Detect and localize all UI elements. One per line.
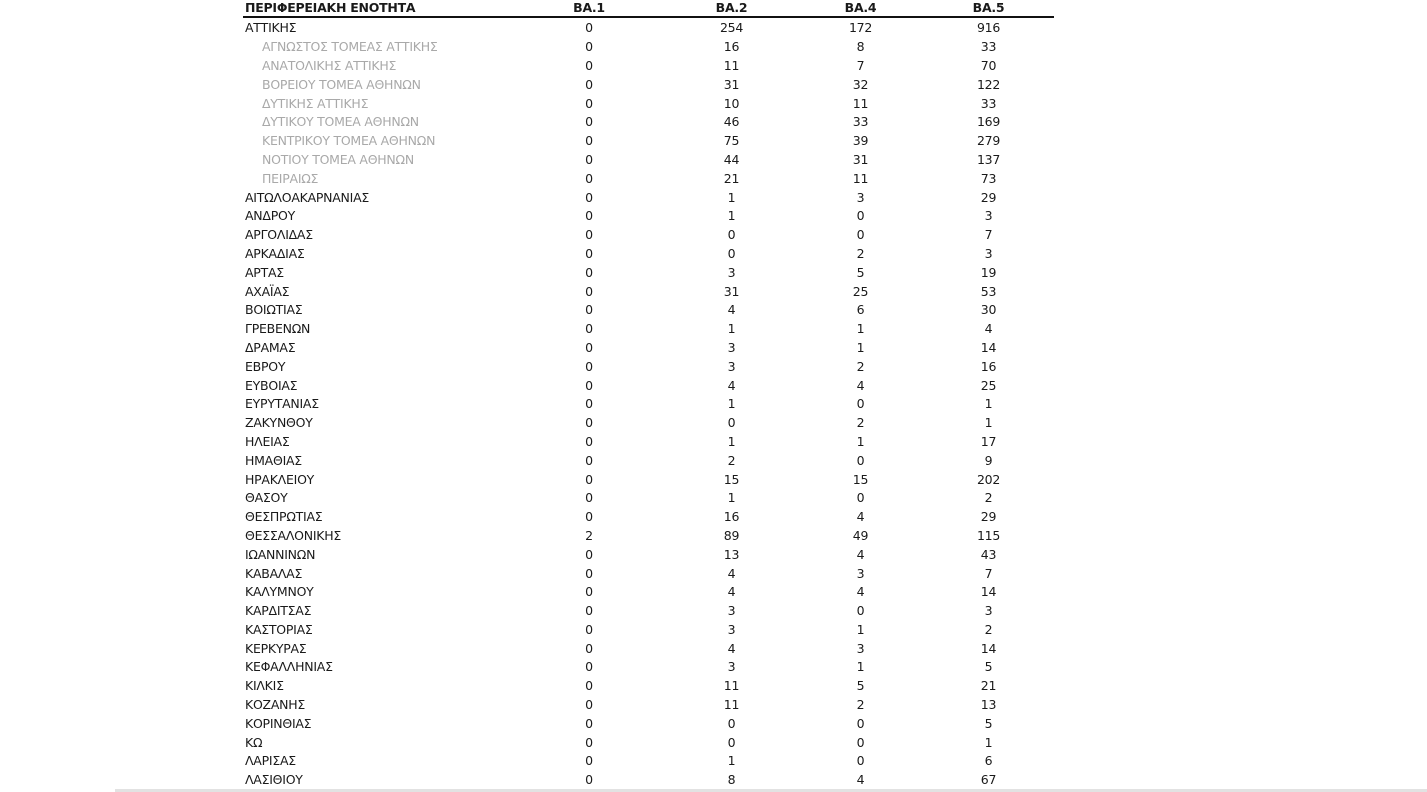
ba1-value: 0 (585, 565, 593, 581)
ba4-value: 5 (856, 264, 865, 280)
ba2-value: 11 (723, 678, 740, 694)
region-name: ΛΑΡΙΣΑΣ (245, 753, 296, 769)
ba1-value: 0 (585, 415, 593, 431)
ba2-value: 3 (727, 358, 736, 374)
sub-region-name: ΔΥΤΙΚΗΣ ΑΤΤΙΚΗΣ (262, 95, 369, 111)
ba1-value: 0 (585, 640, 593, 656)
table-row (243, 282, 1054, 301)
ba4-value: 32 (852, 76, 869, 92)
sub-region-name: ΑΝΑΤΟΛΙΚΗΣ ΑΤΤΙΚΗΣ (262, 57, 397, 73)
table-row (243, 376, 1054, 395)
ba5-value: 17 (980, 433, 997, 449)
table-header-row (243, 0, 1054, 17)
header-region: ΠΕΡΙΦΕΡΕΙΑΚΗ ΕΝΟΤΗΤΑ (243, 0, 513, 17)
region-name: ΗΡΑΚΛΕΙΟΥ (245, 471, 315, 487)
ba4-value: 6 (856, 302, 865, 318)
ba5-value: 14 (980, 640, 997, 656)
table-row (243, 433, 1054, 452)
ba5-value: 30 (980, 302, 997, 318)
ba2-value: 0 (727, 734, 736, 750)
region-name: ΑΝΔΡΟΥ (245, 208, 295, 224)
ba4-value: 1 (856, 659, 865, 675)
ba1-value: 0 (585, 697, 593, 713)
ba2-value: 4 (727, 640, 736, 656)
ba4-value: 1 (856, 621, 865, 637)
ba1-value: 0 (585, 95, 593, 111)
ba4-value: 2 (856, 415, 865, 431)
ba4-value: 7 (856, 57, 865, 73)
ba2-value: 31 (723, 76, 740, 92)
ba4-value: 11 (852, 95, 869, 111)
ba5-value: 70 (980, 57, 997, 73)
ba1-value: 0 (585, 377, 593, 393)
ba1-value: 0 (585, 321, 593, 337)
ba1-value: 0 (585, 358, 593, 374)
region-name: ΕΥΒΟΙΑΣ (245, 377, 298, 393)
ba1-value: 0 (585, 39, 593, 55)
ba5-value: 67 (980, 772, 997, 788)
ba2-value: 3 (727, 621, 736, 637)
ba5-value: 6 (984, 753, 993, 769)
table-row (243, 508, 1054, 527)
ba2-value: 4 (727, 565, 736, 581)
table-row (243, 188, 1054, 207)
ba4-value: 15 (852, 471, 869, 487)
ba5-value: 14 (980, 339, 997, 355)
region-name: ΚΕΦΑΛΛΗΝΙΑΣ (245, 659, 333, 675)
ba4-value: 1 (856, 433, 865, 449)
ba5-value: 21 (980, 678, 997, 694)
sub-region-name: ΚΕΝΤΡΙΚΟΥ ΤΟΜΕΑ ΑΘΗΝΩΝ (262, 133, 436, 149)
table-row (243, 17, 1054, 38)
ba4-value: 49 (852, 527, 869, 543)
ba2-value: 4 (727, 302, 736, 318)
region-name: ΑΤΤΙΚΗΣ (245, 20, 297, 36)
region-name: ΘΑΣΟΥ (245, 490, 288, 506)
table-row (243, 677, 1054, 696)
ba5-value: 122 (976, 76, 1001, 92)
table-row (243, 489, 1054, 508)
region-name: ΚΑΛΥΜΝΟΥ (245, 584, 314, 600)
ba4-value: 25 (852, 283, 869, 299)
region-name: ΚΙΛΚΙΣ (245, 678, 284, 694)
region-name: ΚΟΖΑΝΗΣ (245, 697, 306, 713)
ba4-value: 4 (856, 546, 865, 562)
table-row (243, 752, 1054, 771)
ba5-value: 916 (976, 20, 1001, 36)
ba2-value: 11 (723, 57, 740, 73)
table-row (243, 263, 1054, 282)
ba4-value: 1 (856, 339, 865, 355)
ba2-value: 13 (723, 546, 740, 562)
ba4-value: 4 (856, 772, 865, 788)
region-name: ΕΒΡΟΥ (245, 358, 286, 374)
ba5-value: 169 (976, 114, 1001, 130)
ba5-value: 137 (976, 151, 1001, 167)
table-row (243, 132, 1054, 151)
ba4-value: 0 (856, 734, 865, 750)
ba5-value: 5 (984, 659, 993, 675)
region-name: ΑΡΓΟΛΙΔΑΣ (245, 227, 313, 243)
ba5-value: 1 (984, 396, 993, 412)
ba2-value: 0 (727, 415, 736, 431)
ba1-value: 0 (585, 433, 593, 449)
ba4-value: 0 (856, 208, 865, 224)
region-name: ΚΑΡΔΙΤΣΑΣ (245, 603, 312, 619)
region-name: ΚΑΒΑΛΑΣ (245, 565, 303, 581)
table-row (243, 301, 1054, 320)
table-row (243, 226, 1054, 245)
region-name: ΓΡΕΒΕΝΩΝ (245, 321, 311, 337)
ba1-value: 0 (585, 396, 593, 412)
table-row (243, 169, 1054, 188)
table-row (243, 658, 1054, 677)
ba4-value: 0 (856, 603, 865, 619)
ba2-value: 3 (727, 659, 736, 675)
ba2-value: 31 (723, 283, 740, 299)
ba5-value: 16 (980, 358, 997, 374)
ba1-value: 0 (585, 734, 593, 750)
region-name: ΑΙΤΩΛΟΑΚΑΡΝΑΝΙΑΣ (245, 189, 370, 205)
header-ba5: ΒΑ.5 (923, 0, 1054, 17)
table-row (243, 339, 1054, 358)
ba1-value: 0 (585, 603, 593, 619)
ba2-value: 3 (727, 603, 736, 619)
ba1-value: 0 (585, 264, 593, 280)
table-row (243, 771, 1054, 790)
table-row (243, 75, 1054, 94)
ba5-value: 115 (976, 527, 1001, 543)
ba2-value: 1 (727, 208, 736, 224)
ba4-value: 0 (856, 490, 865, 506)
region-name: ΒΟΙΩΤΙΑΣ (245, 302, 303, 318)
ba1-value: 0 (585, 227, 593, 243)
region-name: ΚΩ (245, 734, 263, 750)
ba2-value: 11 (723, 697, 740, 713)
ba1-value: 0 (585, 283, 593, 299)
ba1-value: 0 (585, 715, 593, 731)
region-name: ΘΕΣΣΑΛΟΝΙΚΗΣ (245, 527, 342, 543)
table-body (243, 17, 1054, 790)
table-row (243, 113, 1054, 132)
table-row (243, 357, 1054, 376)
table-row (243, 151, 1054, 170)
region-name: ΑΡΚΑΔΙΑΣ (245, 245, 305, 261)
region-name: ΘΕΣΠΡΩΤΙΑΣ (245, 509, 323, 525)
ba5-value: 3 (984, 603, 993, 619)
table-row (243, 621, 1054, 640)
ba1-value: 0 (585, 659, 593, 675)
ba2-value: 75 (723, 133, 740, 149)
ba2-value: 1 (727, 396, 736, 412)
ba1-value: 0 (585, 76, 593, 92)
ba2-value: 10 (723, 95, 740, 111)
ba2-value: 89 (723, 527, 740, 543)
ba5-value: 9 (984, 452, 993, 468)
table-row (243, 583, 1054, 602)
ba5-value: 29 (980, 509, 997, 525)
ba4-value: 31 (852, 151, 869, 167)
ba5-value: 43 (980, 546, 997, 562)
ba2-value: 21 (723, 170, 740, 186)
ba1-value: 0 (585, 452, 593, 468)
ba4-value: 5 (856, 678, 865, 694)
ba4-value: 1 (856, 321, 865, 337)
ba5-value: 3 (984, 245, 993, 261)
ba1-value: 0 (585, 490, 593, 506)
region-name: ΕΥΡΥΤΑΝΙΑΣ (245, 396, 319, 412)
table-row (243, 451, 1054, 470)
region-name: ΑΡΤΑΣ (245, 264, 284, 280)
table-row (243, 714, 1054, 733)
ba5-value: 1 (984, 734, 993, 750)
region-name: ΚΑΣΤΟΡΙΑΣ (245, 621, 313, 637)
ba1-value: 0 (585, 584, 593, 600)
ba1-value: 0 (585, 339, 593, 355)
ba4-value: 4 (856, 584, 865, 600)
ba4-value: 39 (852, 133, 869, 149)
table-row (243, 564, 1054, 583)
ba2-value: 0 (727, 227, 736, 243)
ba1-value: 0 (585, 678, 593, 694)
table-row (243, 696, 1054, 715)
table-row (243, 245, 1054, 264)
ba5-value: 25 (980, 377, 997, 393)
ba2-value: 1 (727, 490, 736, 506)
ba4-value: 0 (856, 396, 865, 412)
ba4-value: 2 (856, 358, 865, 374)
ba5-value: 33 (980, 95, 997, 111)
ba2-value: 1 (727, 189, 736, 205)
ba1-value: 0 (585, 245, 593, 261)
ba4-value: 11 (852, 170, 869, 186)
header-ba1: ΒΑ.1 (513, 0, 665, 17)
ba1-value: 2 (585, 527, 593, 543)
ba1-value: 0 (585, 151, 593, 167)
ba5-value: 13 (980, 697, 997, 713)
ba5-value: 7 (984, 227, 993, 243)
ba5-value: 2 (984, 621, 993, 637)
ba1-value: 0 (585, 471, 593, 487)
region-name: ΑΧΑΪΑΣ (245, 283, 290, 299)
ba2-value: 1 (727, 321, 736, 337)
ba1-value: 0 (585, 133, 593, 149)
table-row (243, 470, 1054, 489)
table-row (243, 38, 1054, 57)
ba1-value: 0 (585, 546, 593, 562)
ba2-value: 3 (727, 264, 736, 280)
ba2-value: 0 (727, 715, 736, 731)
ba4-value: 3 (856, 189, 865, 205)
ba2-value: 16 (723, 39, 740, 55)
table-row (243, 94, 1054, 113)
table-row (243, 545, 1054, 564)
ba2-value: 3 (727, 339, 736, 355)
ba1-value: 0 (585, 772, 593, 788)
regions-table (243, 0, 1054, 790)
ba1-value: 0 (585, 189, 593, 205)
ba2-value: 4 (727, 584, 736, 600)
region-name: ΔΡΑΜΑΣ (245, 339, 296, 355)
ba4-value: 172 (848, 20, 873, 36)
ba2-value: 254 (719, 20, 744, 36)
region-name: ΖΑΚΥΝΘΟΥ (245, 415, 313, 431)
ba2-value: 16 (723, 509, 740, 525)
table-row (243, 602, 1054, 621)
ba2-value: 15 (723, 471, 740, 487)
header-ba4: ΒΑ.4 (798, 0, 923, 17)
table-row (243, 414, 1054, 433)
ba5-value: 279 (976, 133, 1001, 149)
ba2-value: 44 (723, 151, 740, 167)
sub-region-name: ΑΓΝΩΣΤΟΣ ΤΟΜΕΑΣ ΑΤΤΙΚΗΣ (262, 39, 438, 55)
table-row (243, 733, 1054, 752)
ba2-value: 46 (723, 114, 740, 130)
region-name: ΛΑΣΙΘΙΟΥ (245, 772, 303, 788)
ba4-value: 0 (856, 753, 865, 769)
ba4-value: 8 (856, 39, 865, 55)
header-ba2: ΒΑ.2 (665, 0, 798, 17)
ba1-value: 0 (585, 20, 593, 36)
ba2-value: 1 (727, 753, 736, 769)
ba1-value: 0 (585, 302, 593, 318)
region-name: ΚΟΡΙΝΘΙΑΣ (245, 715, 312, 731)
ba4-value: 0 (856, 227, 865, 243)
ba4-value: 4 (856, 377, 865, 393)
ba5-value: 73 (980, 170, 997, 186)
ba5-value: 5 (984, 715, 993, 731)
ba4-value: 33 (852, 114, 869, 130)
table-row (243, 57, 1054, 76)
ba5-value: 29 (980, 189, 997, 205)
ba4-value: 0 (856, 452, 865, 468)
ba1-value: 0 (585, 57, 593, 73)
ba2-value: 2 (727, 452, 736, 468)
ba1-value: 0 (585, 170, 593, 186)
table-row (243, 527, 1054, 546)
ba5-value: 1 (984, 415, 993, 431)
ba4-value: 3 (856, 565, 865, 581)
ba5-value: 33 (980, 39, 997, 55)
ba5-value: 19 (980, 264, 997, 280)
ba2-value: 4 (727, 377, 736, 393)
ba2-value: 1 (727, 433, 736, 449)
ba4-value: 2 (856, 697, 865, 713)
ba2-value: 8 (727, 772, 736, 788)
ba1-value: 0 (585, 208, 593, 224)
ba2-value: 0 (727, 245, 736, 261)
ba5-value: 7 (984, 565, 993, 581)
sub-region-name: ΝΟΤΙΟΥ ΤΟΜΕΑ ΑΘΗΝΩΝ (262, 151, 414, 167)
table-row (243, 320, 1054, 339)
ba1-value: 0 (585, 114, 593, 130)
ba1-value: 0 (585, 509, 593, 525)
sub-region-name: ΒΟΡΕΙΟΥ ΤΟΜΕΑ ΑΘΗΝΩΝ (262, 76, 421, 92)
ba5-value: 4 (984, 321, 993, 337)
ba5-value: 14 (980, 584, 997, 600)
table-row (243, 207, 1054, 226)
ba5-value: 202 (976, 471, 1001, 487)
sub-region-name: ΠΕΙΡΑΙΩΣ (262, 170, 319, 186)
ba4-value: 2 (856, 245, 865, 261)
ba4-value: 3 (856, 640, 865, 656)
region-name: ΗΛΕΙΑΣ (245, 433, 290, 449)
ba1-value: 0 (585, 753, 593, 769)
region-name: ΗΜΑΘΙΑΣ (245, 452, 302, 468)
ba5-value: 3 (984, 208, 993, 224)
ba1-value: 0 (585, 621, 593, 637)
sub-region-name: ΔΥΤΙΚΟΥ ΤΟΜΕΑ ΑΘΗΝΩΝ (262, 114, 419, 130)
region-name: ΙΩΑΝΝΙΝΩΝ (245, 546, 316, 562)
region-name: ΚΕΡΚΥΡΑΣ (245, 640, 307, 656)
ba5-value: 2 (984, 490, 993, 506)
table-row (243, 639, 1054, 658)
table-row (243, 395, 1054, 414)
ba4-value: 4 (856, 509, 865, 525)
ba4-value: 0 (856, 715, 865, 731)
ba5-value: 53 (980, 283, 997, 299)
